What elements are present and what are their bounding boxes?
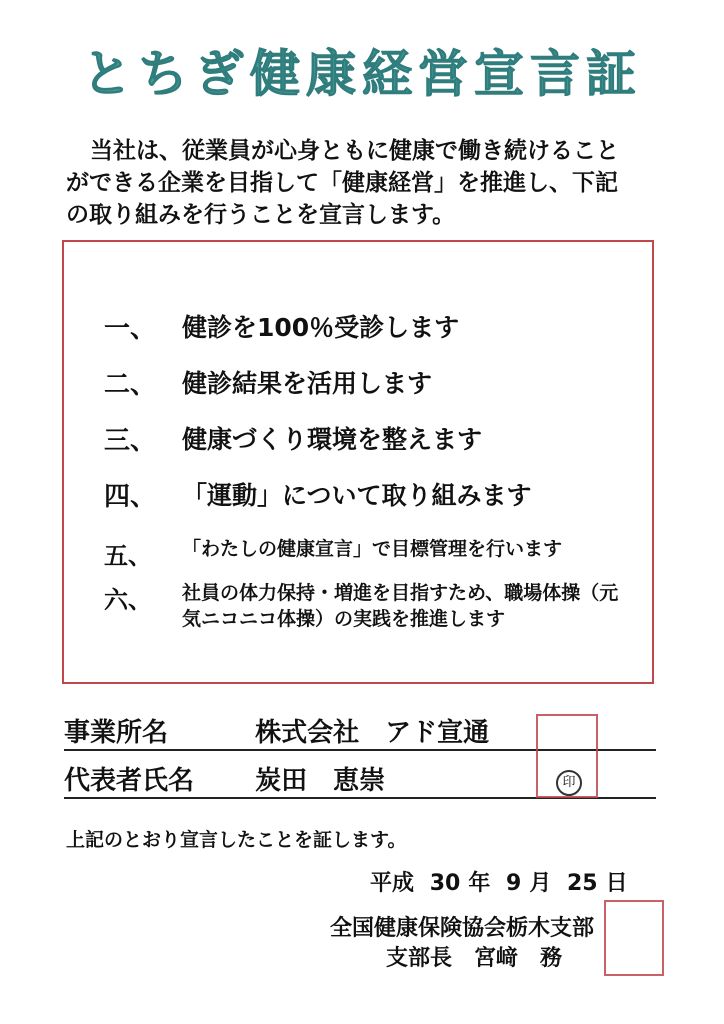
issuer-block	[330, 914, 594, 974]
declaration-number: 三、	[104, 426, 157, 456]
date-month-unit: 月	[529, 871, 552, 896]
issuer-organization: 全国健康保険協会栃木支部	[330, 916, 595, 941]
declaration-item-6	[104, 580, 622, 632]
declaration-item-2	[104, 364, 432, 401]
issuer-person: 支部長 宮﨑 務	[386, 946, 563, 971]
declaration-text: 健康づくり環境を整えます	[182, 425, 483, 454]
declaration-text: 社員の体力保持・増進を目指すため、職場体操（元気ニコニコ体操）の実践を推進します	[182, 582, 619, 630]
intro-line-3: の取り組みを行うことを宣言します。	[66, 202, 456, 228]
certificate-title: とちぎ健康経営宣言証	[82, 45, 642, 103]
intro-line-1: 当社は、従業員が心身ともに健康で働き続けること	[90, 138, 619, 164]
declaration-text: 健診結果を活用します	[182, 369, 433, 398]
date-year-unit: 年	[468, 871, 491, 896]
company-label: 事業所名	[64, 718, 169, 748]
declaration-text: 健診を100％受診します	[182, 313, 460, 342]
declaration-item-1	[104, 308, 459, 345]
seal-mark: 印	[556, 770, 582, 796]
declaration-number: 六、	[104, 586, 152, 614]
representative-value: 炭田 恵崇	[255, 766, 386, 796]
intro-paragraph	[66, 135, 666, 231]
date-era: 平成	[370, 871, 415, 896]
date-year: 30	[429, 871, 461, 896]
declaration-item-4	[104, 476, 532, 513]
intro-line-2: ができる企業を目指して「健康経営」を推進し、下記	[66, 170, 618, 196]
declaration-number: 五、	[104, 542, 152, 570]
representative-label: 代表者氏名	[64, 766, 195, 796]
date-day: 25	[567, 871, 598, 896]
date-month: 9	[506, 871, 522, 896]
declaration-number: 四、	[104, 482, 157, 512]
declaration-item-3	[104, 420, 482, 457]
certify-statement: 上記のとおり宣言したことを証します。	[66, 829, 407, 851]
company-value: 株式会社 アド宣通	[255, 718, 490, 748]
declaration-number: 二、	[104, 370, 157, 400]
declaration-frame	[62, 240, 654, 684]
declaration-text: 「わたしの健康宣言」で目標管理を行います	[182, 538, 563, 560]
issuer-seal-stamp	[604, 900, 664, 976]
declaration-text: 「運動」について取り組みます	[182, 481, 532, 510]
declaration-item-5	[104, 536, 622, 571]
issue-date	[370, 866, 636, 897]
declaration-number: 一、	[104, 314, 157, 344]
date-day-unit: 日	[605, 871, 628, 896]
